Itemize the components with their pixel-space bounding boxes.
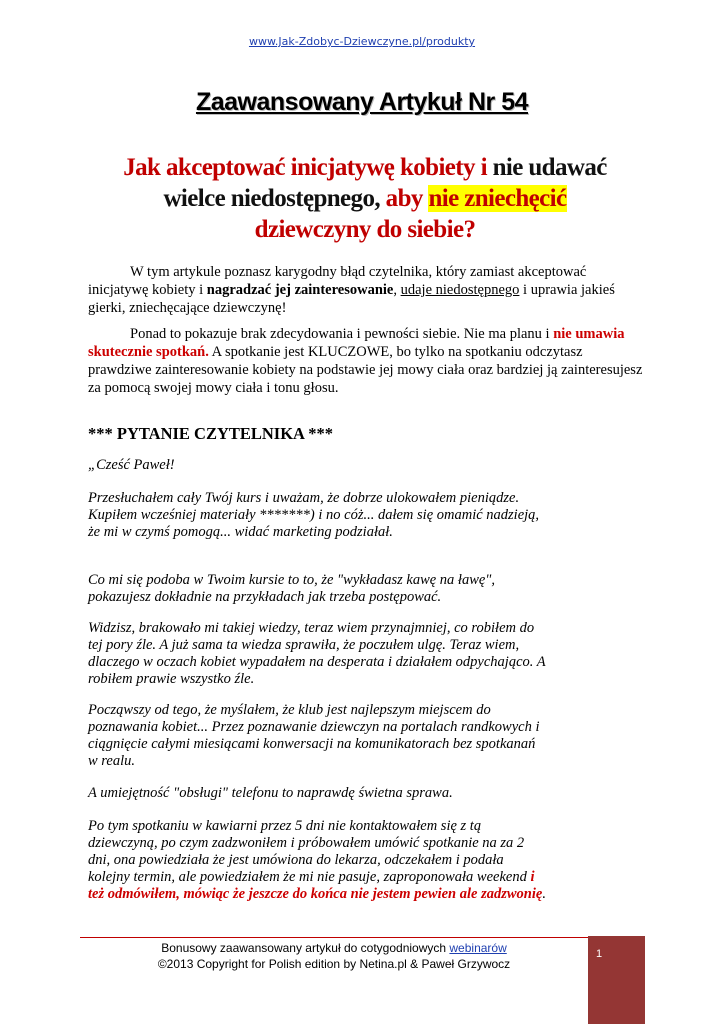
subtitle-part: aby xyxy=(385,185,429,212)
intro-text: W tym artykule poznasz karygodny błąd czytelnika, który zamiast akceptować inicjatywę kobiety i xyxy=(88,264,587,298)
intro-text: Ponad to pokazuje brak zdecydowania i pewności siebie. Nie ma planu i xyxy=(130,326,554,342)
letter-red-text: i też odmówiłem, mówiąc że jeszcze do końca nie jestem pewien ale zadzwonię xyxy=(88,869,543,902)
letter-paragraph-2 xyxy=(88,572,548,606)
letter-paragraph-6 xyxy=(88,818,548,903)
letter-paragraph-1 xyxy=(88,490,548,541)
subtitle-highlight: nie zniechęcić xyxy=(428,185,567,212)
subtitle-part: Jak akceptować inicjatywę kobiety i xyxy=(123,154,487,181)
letter-text xyxy=(88,818,548,903)
footer-divider xyxy=(80,937,590,938)
intro-red-bold: nie umawia skutecznie spotkań. xyxy=(88,326,625,360)
subtitle-part: dziewczyny do siebie? xyxy=(254,216,476,243)
footer xyxy=(80,940,588,972)
letter-paragraph-5 xyxy=(88,785,548,802)
footer-line-1 xyxy=(80,940,588,956)
page-number: 1 xyxy=(596,948,603,960)
letter-text: Widzisz, brakowało mi takiej wiedzy, teraz wiem przynajmniej, co robiłem do tej pory źle. A już sama ta wiedza sprawiła, że poczułem ulgę. Teraz wiem, dlaczego w oczach kobiet wypadałem na desperata i działałem odpychająco. A robiłem prawie wszystko źle. xyxy=(88,620,546,687)
article-title: Zaawansowany Artykuł Nr 54 xyxy=(195,88,529,116)
footer-text: Bonusowy zaawansowany artykuł do cotygodniowych xyxy=(161,941,450,955)
section-heading: *** PYTANIE CZYTELNIKA *** xyxy=(88,424,333,443)
subtitle-part: wielce niedostępnego, xyxy=(163,185,386,212)
intro-text: i uprawia jakieś gierki, zniechęcające dziewczynę! xyxy=(88,282,615,316)
letter-text-part: . xyxy=(542,886,546,902)
subtitle-part: nie udawać xyxy=(486,154,607,181)
header-link[interactable]: www.Jak-Zdobyc-Dziewczyne.pl/produkty xyxy=(248,35,476,48)
intro-underlined: udaje niedostępnego xyxy=(400,282,520,298)
webinars-link[interactable]: webinarów xyxy=(449,941,507,955)
intro-paragraph-2 xyxy=(88,325,648,397)
letter-text: „Cześć Paweł! xyxy=(88,457,175,473)
letter-text: Przesłuchałem cały Twój kurs i uważam, że dobrze ulokowałem pieniądze. Kupiłem wcześniej materiały *******) i no cóż... dałem się omamić nadzieją, że mi w czymś pomogą... widać marketing podziałał. xyxy=(88,490,540,540)
letter-text: A umiejętność "obsługi" telefonu to naprawdę świetna sprawa. xyxy=(88,785,453,801)
letter-paragraph-3 xyxy=(88,620,548,688)
intro-text: , xyxy=(393,282,401,298)
letter-text: Co mi się podoba w Twoim kursie to to, że "wykładasz kawę na ławę", pokazujesz dokładnie na przykładach jak trzeba postępować. xyxy=(88,572,496,605)
letter-paragraph-4 xyxy=(88,702,548,770)
footer-copyright: ©2013 Copyright for Polish edition by Netina.pl & Paweł Grzywocz xyxy=(157,957,511,971)
intro-paragraph-1 xyxy=(88,263,648,317)
letter-greeting xyxy=(88,457,548,474)
intro-text: A spotkanie jest KLUCZOWE, bo tylko na spotkaniu odczytasz prawdziwe zainteresowanie kobiety na podstawie jej mowy ciała oraz bardziej ją zainteresujesz za pomocą swojej mowy ciała i tonu głosu. xyxy=(88,344,643,396)
letter-text: Począwszy od tego, że myślałem, że klub jest najlepszym miejscem do poznawania kobiet... Przez poznawanie dziewczyn na portalach randkowych i ciągnięcie całymi miesiącami konwersacji na komunikatorach bez spotkanań w realu. xyxy=(88,702,540,769)
intro-bold: nagradzać jej zainteresowanie xyxy=(206,282,394,298)
article-subtitle xyxy=(70,152,660,245)
letter-text-part: Po tym spotkaniu w kawiarni przez 5 dni nie kontaktowałem się z tą dziewczyną, po czym zadzwoniłem i próbowałem umówić spotkanie na za 2 dni, ona powiedziała że jest umówiona do lekarza, odczekałem i podała kolejny termin, ale powiedziałem że mi nie pasuje, zaproponowała weekend xyxy=(88,818,531,885)
